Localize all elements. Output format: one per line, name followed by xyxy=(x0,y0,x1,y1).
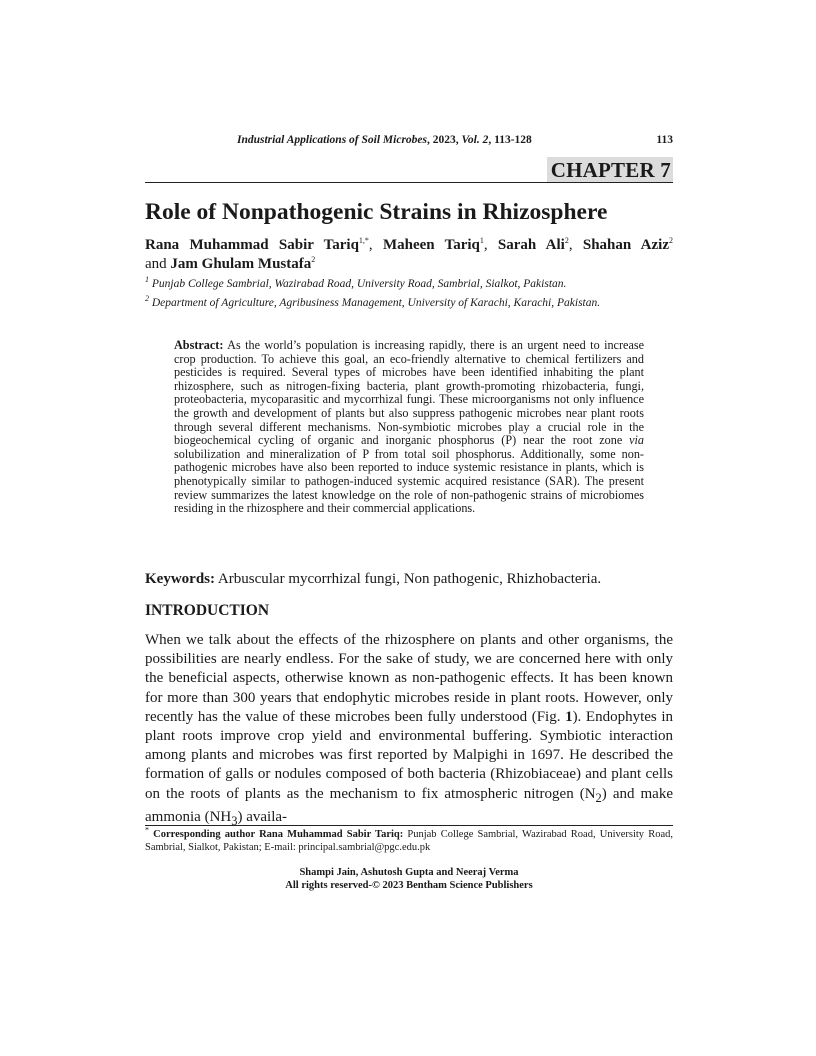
section-heading: INTRODUCTION xyxy=(145,602,270,619)
publisher-block xyxy=(145,866,673,892)
running-header xyxy=(145,134,673,150)
abstract-italic: via xyxy=(629,433,644,448)
author-affiliation-mark: 1 xyxy=(479,236,484,245)
footnote-text: Punjab College Sambrial, Wazirabad Road, University Road, Sambrial, Sialkot, Pakistan; E-mail: principal.sambrial@pgc.edu.pk xyxy=(145,829,674,853)
affiliation xyxy=(145,296,685,311)
author-separator: , xyxy=(568,237,583,253)
chapter-label: CHAPTER 7 xyxy=(547,157,673,182)
author-name: Sarah Ali xyxy=(497,237,565,253)
author-separator: , xyxy=(368,237,383,253)
abstract xyxy=(174,339,644,516)
page-range: , 113-128 xyxy=(488,134,532,146)
author-name: Rana Muhammad Sabir Tariq xyxy=(145,237,359,253)
author-list-line-2 xyxy=(145,255,673,274)
author-affiliation-mark: 2 xyxy=(669,236,673,245)
author-separator: and xyxy=(145,256,171,272)
chapter-divider xyxy=(145,182,673,183)
publication-year: , 2023, xyxy=(427,134,462,146)
author-affiliation-mark: 2 xyxy=(564,236,569,245)
paragraph-text: ) availa- xyxy=(237,808,288,825)
paragraph-text: ) and make ammonia (NH xyxy=(145,785,673,825)
abstract-text: As the world’s population is increasing rapidly, there is an urgent need to increase crop production. To achieve this goal, an eco-friendly alternative to chemical fertilizers and pesticides is required. Several types of microbes have been identified inhabiting the plant rhizosphere, such as nitrogen-fixing bacteria, plant growth-promoting rhizobacteria, fungi, proteobacteria, mycoparasitic and mycorrhizal fungi. These microorganisms not only influence the growth and development of plants but also suppress pathogenic microbes near plant roots through several different mechanisms. Non-symbiotic microbes play a crucial role in the biogeochemical cycling of organic and inorganic phosphorus (P) near the root zone xyxy=(174,338,644,448)
keywords-label: Keywords: xyxy=(145,571,215,587)
author-name: Jam Ghulam Mustafa xyxy=(170,256,312,272)
author-affiliation-mark: 2 xyxy=(311,255,316,264)
footnote-label: Corresponding author Rana Muhammad Sabir Tariq: xyxy=(153,829,404,840)
abstract-label: Abstract: xyxy=(174,338,224,352)
figure-reference: 1 xyxy=(565,708,573,725)
author-separator: , xyxy=(483,237,498,253)
paragraph-text: ). Endophytes in plant roots improve crop yield and environmental buffering. Symbiotic interaction among plants and microbes was first reported by Malpighi in 1697. He described the formation of galls or nodules composed of both bacteria (Rhizobiaceae) and plant cells on the roots of plants as the mechanism to fix atmospheric nitrogen (N xyxy=(145,708,673,802)
introduction-paragraph xyxy=(145,631,673,831)
rights-line: All rights reserved-© 2023 Bentham Science Publishers xyxy=(285,880,533,891)
affiliation-mark: 1 xyxy=(145,275,149,285)
affiliation-text: Punjab College Sambrial, Wazirabad Road, University Road, Sambrial, Sialkot, Pakistan. xyxy=(151,278,567,290)
book-title: Industrial Applications of Soil Microbes xyxy=(237,134,427,146)
subscript: 2 xyxy=(595,790,602,805)
affiliation-mark: 2 xyxy=(145,294,149,304)
subscript: 3 xyxy=(231,813,238,828)
abstract-text: solubilization and mineralization of P from total soil phosphorus. Additionally, some non-pathogenic microbes have also been reported to induce systemic resistance in plants, which is phenotypically similar to pathogen-induced systemic acquired resistance (SAR). The present review summarizes the latest knowledge on the role of non-pathogenic strains of microbiomes residing in the rhizosphere and their commercial applications. xyxy=(174,446,644,516)
keywords xyxy=(145,570,673,589)
page-number: 113 xyxy=(656,134,673,146)
running-header-title xyxy=(237,134,532,146)
affiliation-text: Department of Agriculture, Agribusiness Management, University of Karachi, Karachi, Pakistan. xyxy=(151,297,601,309)
footnote-divider xyxy=(145,825,673,826)
footnote-mark: * xyxy=(145,825,149,835)
footnote xyxy=(145,825,674,854)
paragraph-text: When we talk about the effects of the rhizosphere on plants and other organisms, the possibilities are nearly endless. For the sake of study, we are concerned here with only the beneficial aspects, otherwise known as non-pathogenic effects. It has been known for more than 300 years that endophytic microbes reside in plant roots. However, only recently has the value of these microbes been fully understood (Fig. xyxy=(145,632,673,725)
author-name: Maheen Tariq xyxy=(382,237,480,253)
article-title: Role of Nonpathogenic Strains in Rhizosphere xyxy=(145,199,608,225)
editors-line: Shampi Jain, Ashutosh Gupta and Neeraj Verma xyxy=(299,867,519,878)
keywords-text: Arbuscular mycorrhizal fungi, Non pathogenic, Rhizhobacteria. xyxy=(215,571,602,587)
author-name: Shahan Aziz xyxy=(582,237,669,253)
affiliation xyxy=(145,277,685,292)
author-affiliation-mark: 1,* xyxy=(358,236,369,245)
author-list-line-1 xyxy=(145,236,673,255)
volume: Vol. 2 xyxy=(461,134,489,146)
